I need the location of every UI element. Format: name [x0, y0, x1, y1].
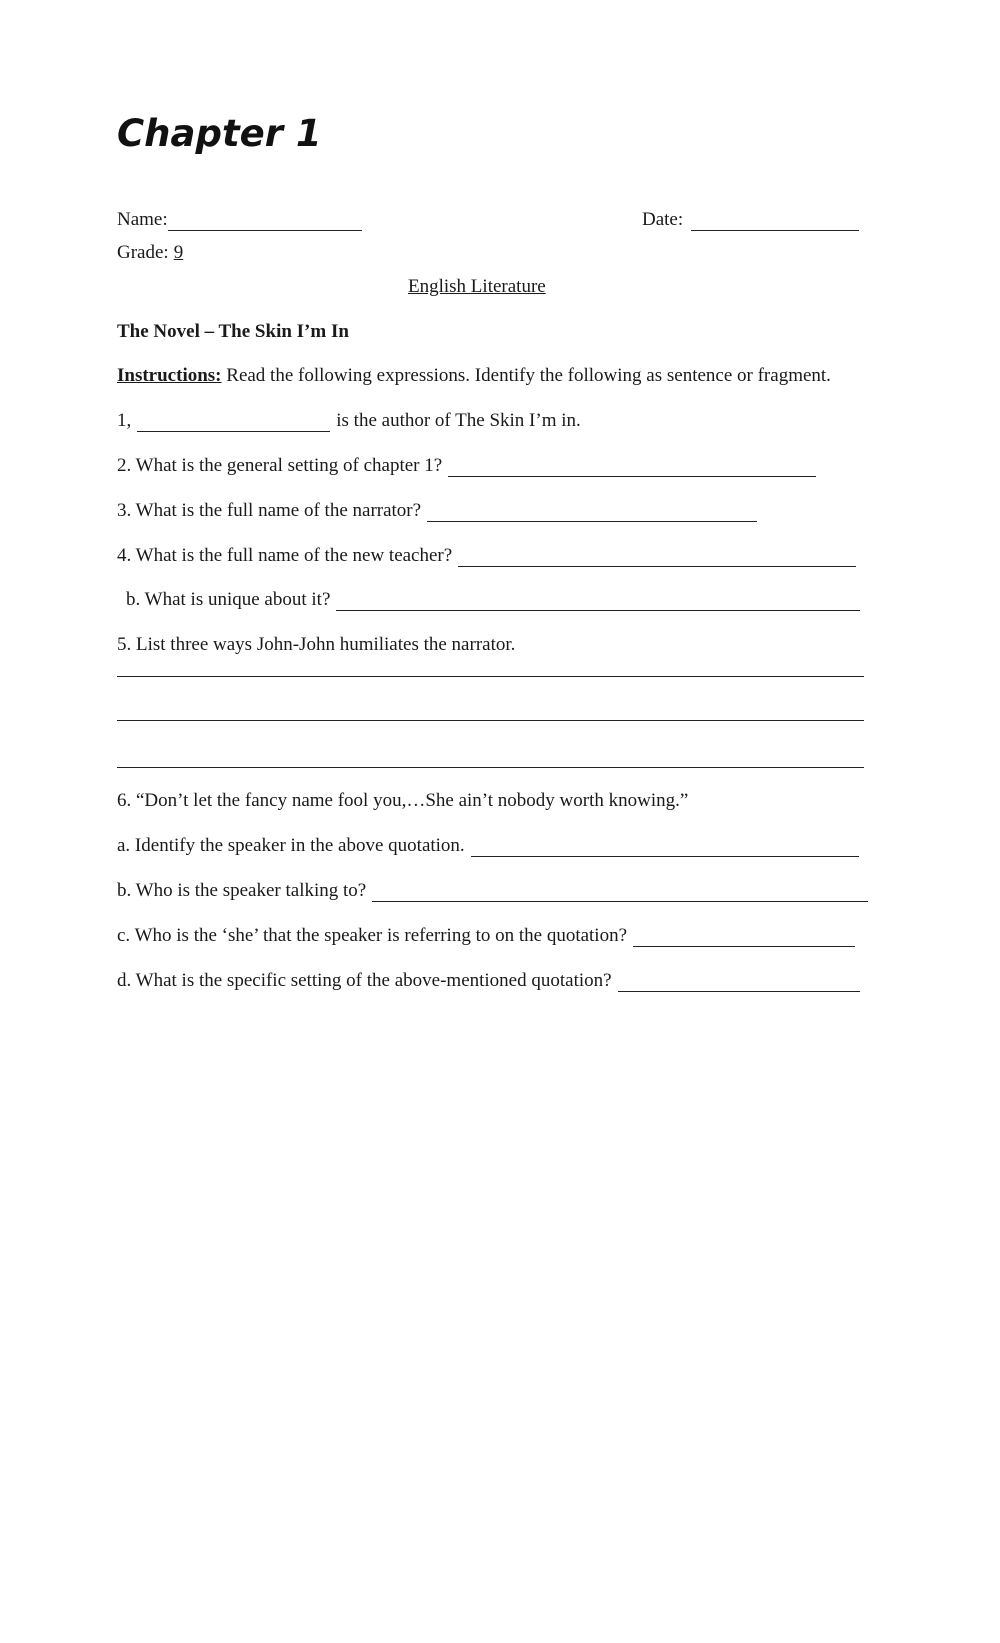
date-label: Date: — [642, 209, 684, 230]
question-1-blank[interactable] — [137, 413, 330, 432]
question-6d — [117, 970, 860, 992]
page-title: Chapter 1 — [117, 112, 322, 155]
question-5 — [117, 634, 515, 656]
question-2-blank[interactable] — [448, 458, 816, 477]
grade-label: Grade: — [117, 242, 169, 263]
name-row — [117, 209, 362, 231]
grade-value: 9 — [173, 242, 184, 263]
instructions-label: Instructions: — [117, 365, 222, 386]
question-4b-blank[interactable] — [336, 592, 860, 611]
answer-line-1[interactable] — [117, 676, 864, 677]
date-blank[interactable] — [691, 212, 859, 231]
name-label: Name: — [117, 209, 168, 230]
question-1-prefix: 1, — [117, 410, 132, 431]
question-6d-blank[interactable] — [618, 973, 860, 992]
question-6a-blank[interactable] — [471, 838, 859, 857]
question-6-quote: 6. “Don’t let the fancy name fool you,…She ain’t nobody worth knowing.” — [117, 790, 689, 811]
question-3 — [117, 500, 757, 522]
question-4-blank[interactable] — [458, 548, 856, 567]
question-6d-text: d. What is the specific setting of the above-mentioned quotation? — [117, 970, 612, 991]
question-4b-text: b. What is unique about it? — [126, 589, 331, 610]
question-4 — [117, 545, 856, 567]
subject-heading: English Literature — [408, 276, 546, 297]
question-6b — [117, 880, 868, 902]
question-2-text: 2. What is the general setting of chapter 1? — [117, 455, 443, 476]
question-6a — [117, 835, 859, 857]
question-6a-text: a. Identify the speaker in the above quotation. — [117, 835, 465, 856]
answer-line-3[interactable] — [117, 767, 864, 768]
question-4b — [126, 589, 860, 611]
question-6b-text: b. Who is the speaker talking to? — [117, 880, 367, 901]
question-3-text: 3. What is the full name of the narrator? — [117, 500, 422, 521]
name-blank[interactable] — [168, 212, 362, 231]
question-1 — [117, 410, 581, 432]
date-row — [642, 209, 859, 231]
question-6c — [117, 925, 855, 947]
question-6c-blank[interactable] — [633, 928, 855, 947]
grade-row — [117, 242, 183, 264]
question-4-text: 4. What is the full name of the new teacher? — [117, 545, 453, 566]
question-5-text: 5. List three ways John-John humiliates the narrator. — [117, 634, 516, 655]
question-3-blank[interactable] — [427, 503, 757, 522]
question-6c-text: c. Who is the ‘she’ that the speaker is referring to on the quotation? — [117, 925, 628, 946]
question-6b-blank[interactable] — [372, 883, 868, 902]
question-2 — [117, 455, 816, 477]
instructions — [117, 365, 831, 387]
novel-heading: The Novel – The Skin I’m In — [117, 321, 349, 342]
instructions-text: Read the following expressions. Identify the following as sentence or fragment. — [221, 365, 831, 386]
question-1-suffix: is the author of The Skin I’m in. — [336, 410, 581, 431]
question-6 — [117, 790, 688, 812]
answer-line-2[interactable] — [117, 720, 864, 721]
